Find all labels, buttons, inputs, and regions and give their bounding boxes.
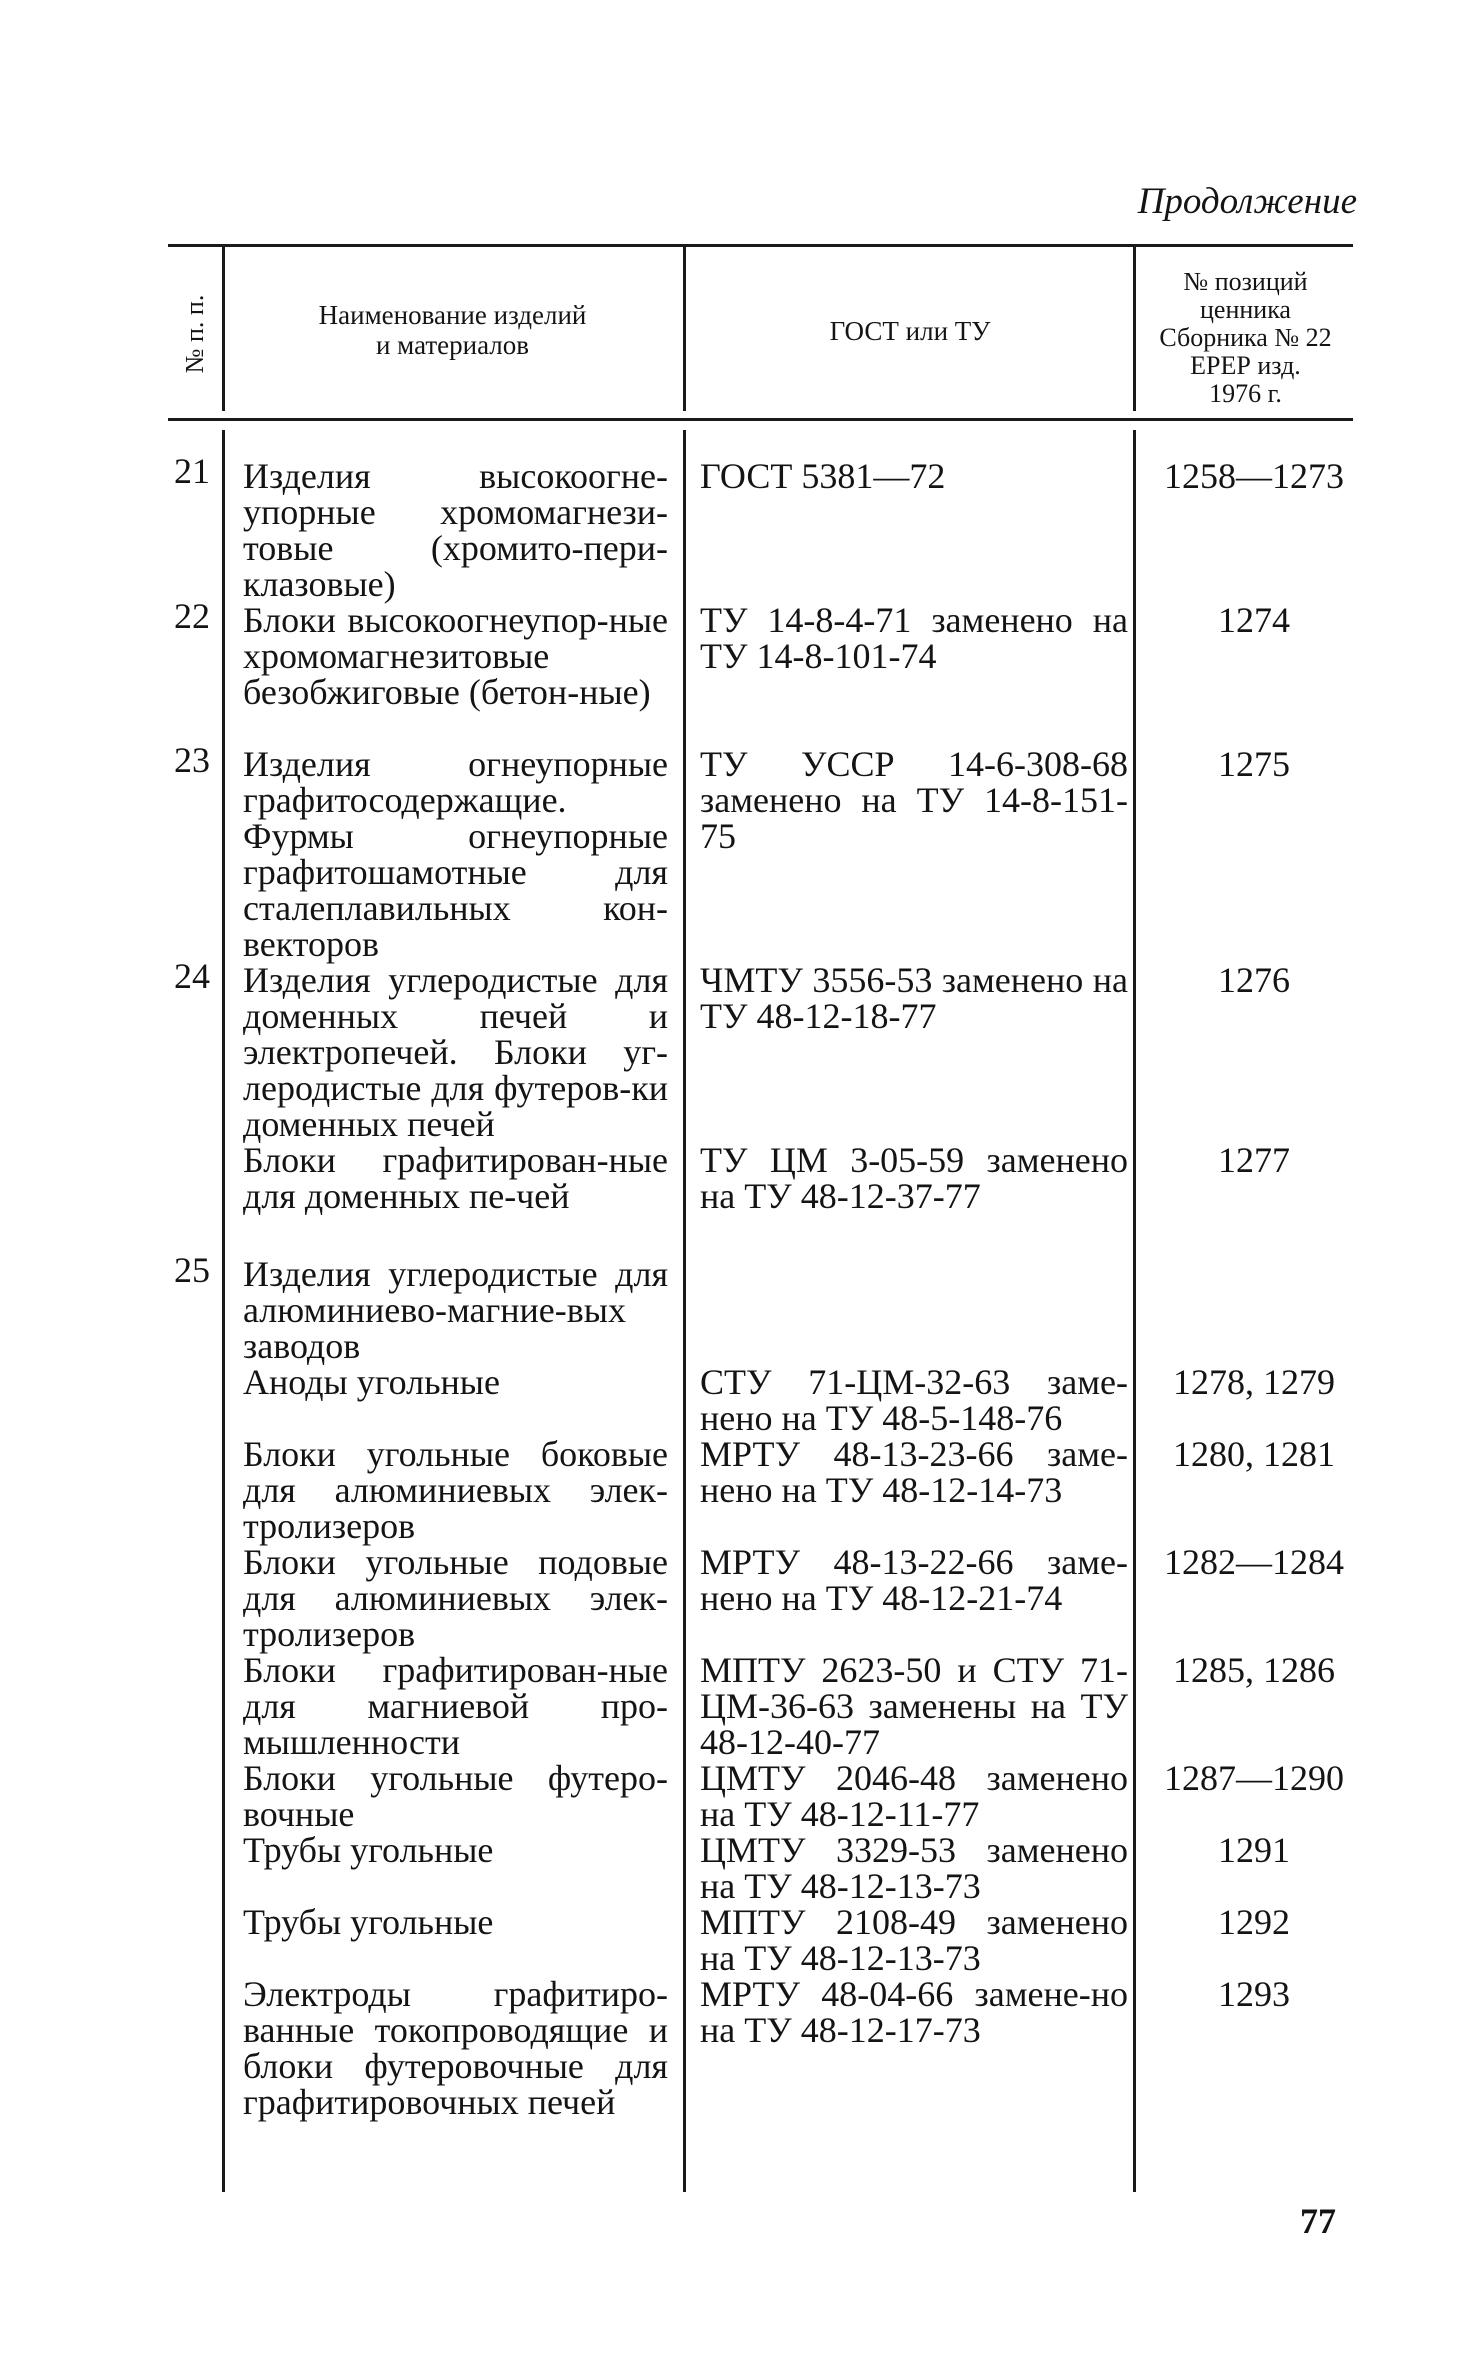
row-positions: 1277 — [1218, 1140, 1290, 1180]
row-number: 25 — [174, 1250, 210, 1290]
row-name: Блоки графитирован-ные для магниевой про-мышленности — [243, 1650, 668, 1762]
row-gost: ГОСТ 5381—72 — [700, 456, 946, 496]
row-name: Трубы угольные — [243, 1830, 494, 1870]
column-divider — [222, 246, 225, 411]
row-name: Блоки угольные подовые для алюминиевых элек-тролизеров — [243, 1542, 668, 1654]
row-positions: 1287—1290 — [1164, 1758, 1344, 1798]
row-gost: МПТУ 2623-50 и СТУ 71-ЦМ-36-63 заменены на ТУ 48-12-40-77 — [700, 1650, 1128, 1762]
continuation-label: Продолжение — [1137, 181, 1357, 222]
row-gost: ЦМТУ 2046-48 заменено на ТУ 48-12-11-77 — [700, 1758, 1128, 1834]
row-number: 24 — [174, 956, 210, 996]
row-positions: 1275 — [1218, 744, 1290, 784]
column-divider — [683, 430, 686, 2192]
header-name: Наименование изделий и материалов — [318, 300, 587, 360]
row-name: Блоки графитирован-ные для доменных пе-чей — [243, 1140, 668, 1216]
column-divider — [1133, 246, 1136, 411]
row-positions: 1291 — [1218, 1830, 1290, 1870]
row-name: Блоки угольные боковые для алюминиевых элек-тролизеров — [243, 1434, 668, 1546]
row-gost: СТУ 71-ЦМ-32-63 заме-нено на ТУ 48-5-148-76 — [700, 1362, 1128, 1438]
row-number: 23 — [174, 740, 210, 780]
header-positions: № позиций ценника Сборника № 22 ЕРЕР изд. 1976 г. — [1159, 267, 1332, 408]
row-gost: ТУ ЦМ 3-05-59 заменено на ТУ 48-12-37-77 — [700, 1140, 1128, 1216]
row-positions: 1278, 1279 — [1173, 1362, 1335, 1402]
row-gost: ТУ УССР 14-6-308-68 заменено на ТУ 14-8-151-75 — [700, 744, 1128, 856]
row-positions: 1274 — [1218, 600, 1290, 640]
header-gost: ГОСТ или ТУ — [829, 316, 991, 346]
column-divider — [222, 430, 225, 2192]
row-name: Электроды графитиро-ванные токопроводящие и блоки футеровочные для графитировочных печей — [243, 1974, 668, 2122]
row-gost: ТУ 14-8-4-71 заменено на ТУ 14-8-101-74 — [700, 600, 1128, 676]
column-divider — [683, 246, 686, 411]
row-gost: МПТУ 2108-49 заменено на ТУ 48-12-13-73 — [700, 1902, 1128, 1978]
row-gost: ЦМТУ 3329-53 заменено на ТУ 48-12-13-73 — [700, 1830, 1128, 1906]
row-name: Блоки высокоогнеупор-ные хромомагнезитовые безобжиговые (бетон-ные) — [243, 600, 668, 712]
table-top-rule — [168, 244, 1353, 247]
header-number: № п. п. — [180, 294, 209, 374]
row-name: Изделия высокоогне-упорные хромомагнези-товые (хромито-пери-клазовые) — [243, 456, 668, 604]
row-number: 22 — [174, 596, 210, 636]
header-number-cell — [168, 255, 222, 413]
row-gost: МРТУ 48-13-22-66 заме-нено на ТУ 48-12-21-74 — [700, 1542, 1128, 1618]
row-gost: МРТУ 48-13-23-66 заме-нено на ТУ 48-12-14-73 — [700, 1434, 1128, 1510]
row-number: 21 — [174, 451, 210, 491]
row-name: Изделия углеродистые для доменных печей и электропечей. Блоки уг-леродистые для футеров-ки доменных печей — [243, 960, 668, 1144]
row-positions: 1258—1273 — [1164, 456, 1344, 496]
row-name: Изделия углеродистые для алюминиево-магние-вых заводов — [243, 1254, 668, 1366]
row-positions: 1276 — [1218, 960, 1290, 1000]
row-positions: 1280, 1281 — [1173, 1434, 1335, 1474]
row-gost: ЧМТУ 3556-53 заменено на ТУ 48-12-18-77 — [700, 960, 1128, 1036]
row-name: Трубы угольные — [243, 1902, 494, 1942]
row-positions: 1293 — [1218, 1974, 1290, 2014]
row-positions: 1292 — [1218, 1902, 1290, 1942]
row-name: Изделия огнеупорные графитосодержащие. Фурмы огнеупорные графитошамотные для сталеплавильных кон-векторов — [243, 744, 668, 964]
column-divider — [1133, 430, 1136, 2192]
page-number: 77 — [1300, 2201, 1336, 2241]
row-name: Блоки угольные футеро-вочные — [243, 1758, 668, 1834]
row-name: Аноды угольные — [243, 1362, 500, 1402]
table-header-rule — [168, 418, 1353, 421]
row-gost: МРТУ 48-04-66 замене-но на ТУ 48-12-17-73 — [700, 1974, 1128, 2050]
row-positions: 1282—1284 — [1164, 1542, 1344, 1582]
row-positions: 1285, 1286 — [1173, 1650, 1335, 1690]
